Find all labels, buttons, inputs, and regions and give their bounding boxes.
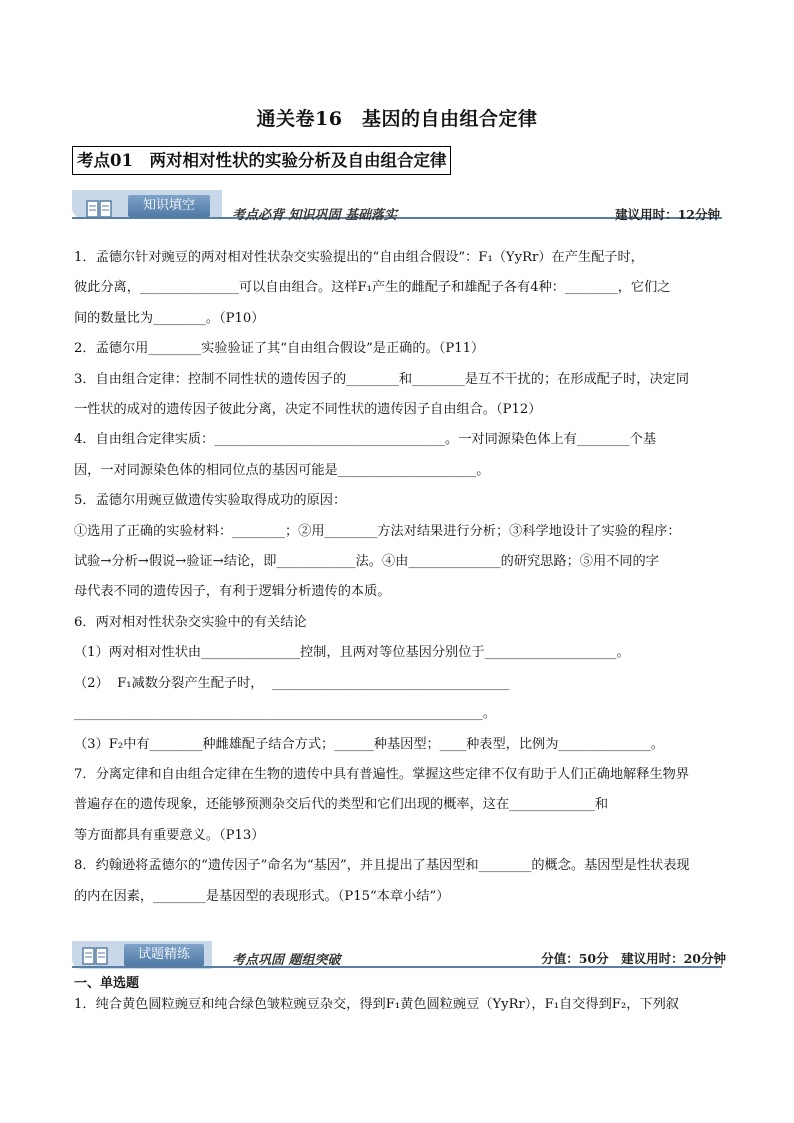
text-line: 因，一对同源染色体的相同位点的基因可能是_____________________。 bbox=[74, 462, 490, 478]
text-line: （1）两对相对性状由_______________控制，且两对等位基因分别位于____________________。 bbox=[74, 645, 630, 661]
book-icon bbox=[86, 200, 112, 218]
text-line: 4．自由组合定律实质：___________________________________。一对同源染色体上有________个基 bbox=[74, 432, 657, 448]
text-line: 的内在因素，________是基因型的表现形式。（P15“本章小结”） bbox=[74, 888, 450, 904]
section-heading: 一、单选题 bbox=[74, 976, 140, 991]
text-line: 间的数量比为________。（P10） bbox=[74, 310, 265, 326]
practice-banner-tagline: 考点巩固 题组突破 bbox=[232, 953, 341, 968]
text-line: 2．孟德尔用________实验验证了其“自由组合假设”是正确的。（P11） bbox=[74, 341, 485, 357]
text-line: 普遍存在的遗传现象，还能够预测杂交后代的类型和它们出现的概率，这在_____________和 bbox=[74, 797, 609, 813]
page-title: 通关卷16 基因的自由组合定律 bbox=[256, 108, 538, 130]
practice-banner-label: 试题精练 bbox=[124, 944, 204, 966]
topic-heading: 考点01 两对相对性状的实验分析及自由组合定律 bbox=[72, 146, 451, 175]
book-icon bbox=[82, 947, 108, 965]
fill-blank-section bbox=[74, 243, 726, 912]
text-line: 7．分离定律和自由组合定律在生物的遗传中具有普遍性。掌握这些定律不仅有助于人们正确地解释生物界 bbox=[74, 766, 690, 782]
knowledge-suggested-time: 建议用时：12分钟 bbox=[615, 207, 720, 222]
text-line: 6．两对相对性状杂交实验中的有关结论 bbox=[74, 614, 307, 630]
text-line: 3．自由组合定律：控制不同性状的遗传因子的________和________是互不干扰的；在形成配子时，决定同 bbox=[74, 371, 690, 387]
text-line: （3）F₂中有________种雌雄配子结合方式；______种基因型；____种表型，比例为______________。 bbox=[74, 736, 664, 752]
text-line: 8．约翰逊将孟德尔的“遗传因子”命名为“基因”，并且提出了基因型和________的概念。基因型是性状表现 bbox=[74, 858, 690, 874]
knowledge-banner-label: 知识填空 bbox=[128, 195, 210, 217]
text-line: 母代表不同的遗传因子，有利于逻辑分析遗传的本质。 bbox=[74, 584, 391, 600]
text-line: 1．孟德尔针对豌豆的两对相对性状杂交实验提出的“自由组合假设”：F₁（YyRr）在产生配子时， bbox=[74, 250, 644, 265]
text-line: ______________________________________________________________。 bbox=[74, 706, 496, 722]
text-line: 试验→分析→假说→验证→结论，即____________法。④由______________的研究思路；⑤用不同的字 bbox=[74, 554, 659, 570]
practice-score-time: 分值：50分 建议用时：20分钟 bbox=[541, 951, 726, 966]
text-line: 彼此分离，_______________可以自由组合。这样F₁产生的雌配子和雄配子各有4种：________，它们之 bbox=[74, 280, 671, 296]
text-line: ①选用了正确的实验材料：________；②用________方法对结果进行分析；③科学地设计了实验的程序： bbox=[74, 523, 681, 539]
knowledge-banner-tagline: 考点必背 知识巩固 基础落实 bbox=[232, 208, 398, 223]
question-1: 1．纯合黄色圆粒豌豆和纯合绿色皱粒豌豆杂交，得到F₁黄色圆粒豌豆（YyRr），F₁自交得到F₂，下列叙 bbox=[74, 997, 679, 1012]
text-line: 5．孟德尔用豌豆做遗传实验取得成功的原因： bbox=[74, 493, 347, 509]
text-line: （2） F₁减数分裂产生配子时， ____________________________________ bbox=[74, 675, 510, 691]
text-line: 一性状的成对的遗传因子彼此分离，决定不同性状的遗传因子自由组合。（P12） bbox=[74, 402, 542, 418]
text-line: 等方面都具有重要意义。（P13） bbox=[74, 827, 265, 843]
